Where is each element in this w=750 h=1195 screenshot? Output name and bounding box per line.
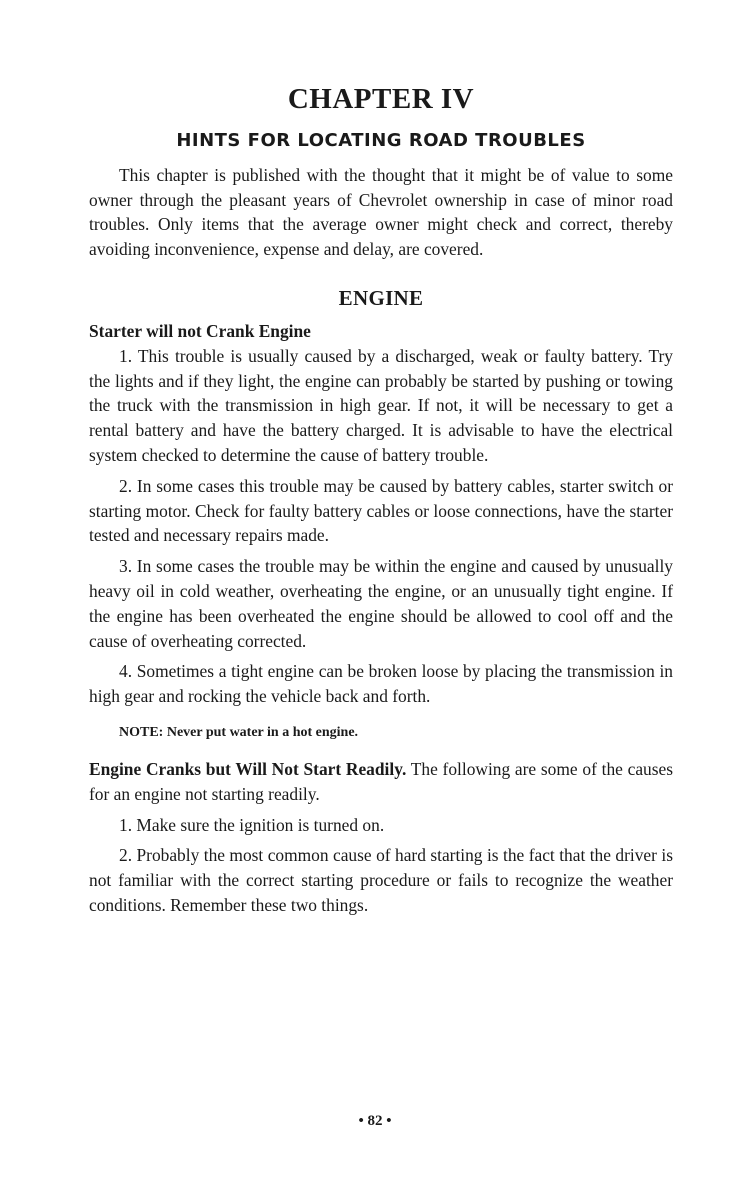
- list-item: 2. Probably the most common cause of hard starting is the fact that the driver is not familiar with the correct starting procedure or fails to recognize the weather conditions. Remember these two things.: [89, 845, 673, 915]
- list-item: 3. In some cases the trouble may be within the engine and caused by unusually heavy oil in cold weather, overheating the engine, or an unusually tight engine. If the engine has been overheated the engine should be allowed to cool off and the cause of overheating corrected.: [89, 556, 673, 651]
- cranks-paragraph: [89, 757, 673, 807]
- cranks-text: The following are some of the causes for an engine not starting readily.: [89, 758, 674, 804]
- chapter-title: CHAPTER IV: [287, 83, 475, 115]
- intro-paragraph: This chapter is published with the thought that it might be of value to some owner through the pleasant years of Chevrolet ownership in case of minor road troubles. Only items that the average owner might check and correct, thereby avoiding inconvenience, expense and delay, are covered.: [89, 164, 673, 260]
- cranks-heading: Engine Cranks but Will Not Start Readily.: [89, 758, 407, 779]
- page-content: [89, 72, 673, 918]
- list-item: 2. In some cases this trouble may be caused by battery cables, starter switch or starting motor. Check for faulty battery cables or loose connections, have the starter tested and necessary repairs made.: [89, 475, 673, 546]
- section-heading-engine: ENGINE: [338, 285, 424, 310]
- chapter-subtitle: HINTS FOR LOCATING ROAD TROUBLES: [176, 129, 586, 151]
- page-number: • 82 •: [358, 1113, 392, 1129]
- list-item: 1. This trouble is usually caused by a discharged, weak or faulty battery. Try the lights and if they light, the engine can probably be started by pushing or towing the truck with the transmission in high gear. If not, it will be necessary to get a rental battery and have the battery charged. It is advisable to have the electrical system checked to determine the cause of battery trouble.: [89, 345, 673, 465]
- sub-heading-starter: Starter will not Crank Engine: [89, 320, 311, 341]
- list-item: 4. Sometimes a tight engine can be broken loose by placing the transmission in high gear and rocking the vehicle back and forth.: [89, 661, 673, 707]
- note: NOTE: Never put water in a hot engine.: [119, 724, 359, 740]
- list-item: 1. Make sure the ignition is turned on.: [119, 814, 385, 835]
